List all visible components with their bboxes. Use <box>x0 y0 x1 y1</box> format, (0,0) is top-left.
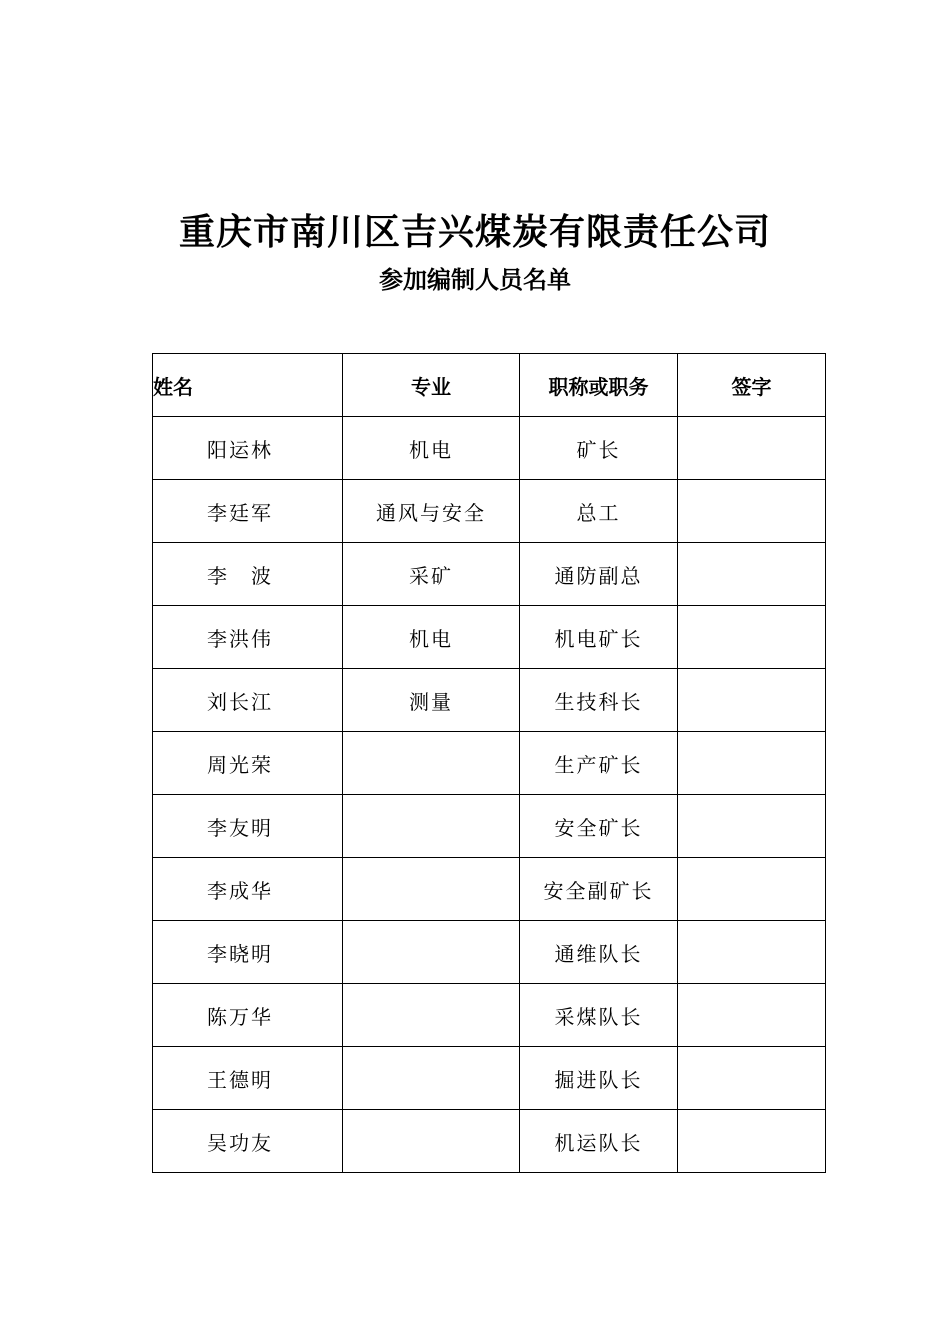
cell-sign <box>678 543 826 606</box>
cell-title: 安全副矿长 <box>520 858 678 921</box>
header-sign: 签字 <box>678 354 826 417</box>
cell-title: 安全矿长 <box>520 795 678 858</box>
cell-title: 采煤队长 <box>520 984 678 1047</box>
cell-title: 机运队长 <box>520 1110 678 1173</box>
cell-sign <box>678 921 826 984</box>
cell-sign <box>678 417 826 480</box>
cell-name: 李成华 <box>153 858 343 921</box>
cell-sign <box>678 480 826 543</box>
cell-title: 总工 <box>520 480 678 543</box>
table-row <box>153 1047 826 1110</box>
table-row <box>153 417 826 480</box>
cell-title: 掘进队长 <box>520 1047 678 1110</box>
cell-major: 通风与安全 <box>343 480 520 543</box>
table-row <box>153 480 826 543</box>
cell-major <box>343 984 520 1047</box>
cell-major: 机电 <box>343 606 520 669</box>
document-title: 重庆市南川区吉兴煤炭有限责任公司 <box>178 212 771 253</box>
cell-name: 李洪伟 <box>153 606 343 669</box>
cell-sign <box>678 858 826 921</box>
cell-name: 李友明 <box>153 795 343 858</box>
table-row <box>153 858 826 921</box>
cell-title: 生产矿长 <box>520 732 678 795</box>
cell-major: 机电 <box>343 417 520 480</box>
cell-title: 机电矿长 <box>520 606 678 669</box>
cell-sign <box>678 732 826 795</box>
cell-sign <box>678 1047 826 1110</box>
cell-title: 矿长 <box>520 417 678 480</box>
cell-name: 李廷军 <box>153 480 343 543</box>
cell-major: 测量 <box>343 669 520 732</box>
table-row <box>153 921 826 984</box>
cell-name: 陈万华 <box>153 984 343 1047</box>
table-row <box>153 1110 826 1173</box>
cell-sign <box>678 606 826 669</box>
header-name: 姓名 <box>153 354 343 417</box>
cell-major <box>343 1047 520 1110</box>
cell-major <box>343 858 520 921</box>
header-major: 专业 <box>343 354 520 417</box>
header-title: 职称或职务 <box>520 354 678 417</box>
table-row <box>153 606 826 669</box>
cell-name: 李晓明 <box>153 921 343 984</box>
cell-major <box>343 921 520 984</box>
cell-major: 采矿 <box>343 543 520 606</box>
cell-sign <box>678 795 826 858</box>
table-header-row <box>153 354 826 417</box>
staff-table <box>152 353 826 1173</box>
table-row <box>153 543 826 606</box>
cell-sign <box>678 669 826 732</box>
table-row <box>153 984 826 1047</box>
cell-sign <box>678 1110 826 1173</box>
cell-name: 王德明 <box>153 1047 343 1110</box>
cell-major <box>343 1110 520 1173</box>
table-row <box>153 732 826 795</box>
cell-name: 阳运林 <box>153 417 343 480</box>
cell-major <box>343 732 520 795</box>
cell-name: 李 波 <box>153 543 343 606</box>
cell-major <box>343 795 520 858</box>
cell-name: 刘长江 <box>153 669 343 732</box>
cell-name: 吴功友 <box>153 1110 343 1173</box>
cell-title: 通防副总 <box>520 543 678 606</box>
table-row <box>153 669 826 732</box>
cell-sign <box>678 984 826 1047</box>
cell-title: 生技科长 <box>520 669 678 732</box>
cell-name: 周光荣 <box>153 732 343 795</box>
cell-title: 通维队长 <box>520 921 678 984</box>
document-subtitle: 参加编制人员名单 <box>379 266 571 294</box>
table-row <box>153 795 826 858</box>
